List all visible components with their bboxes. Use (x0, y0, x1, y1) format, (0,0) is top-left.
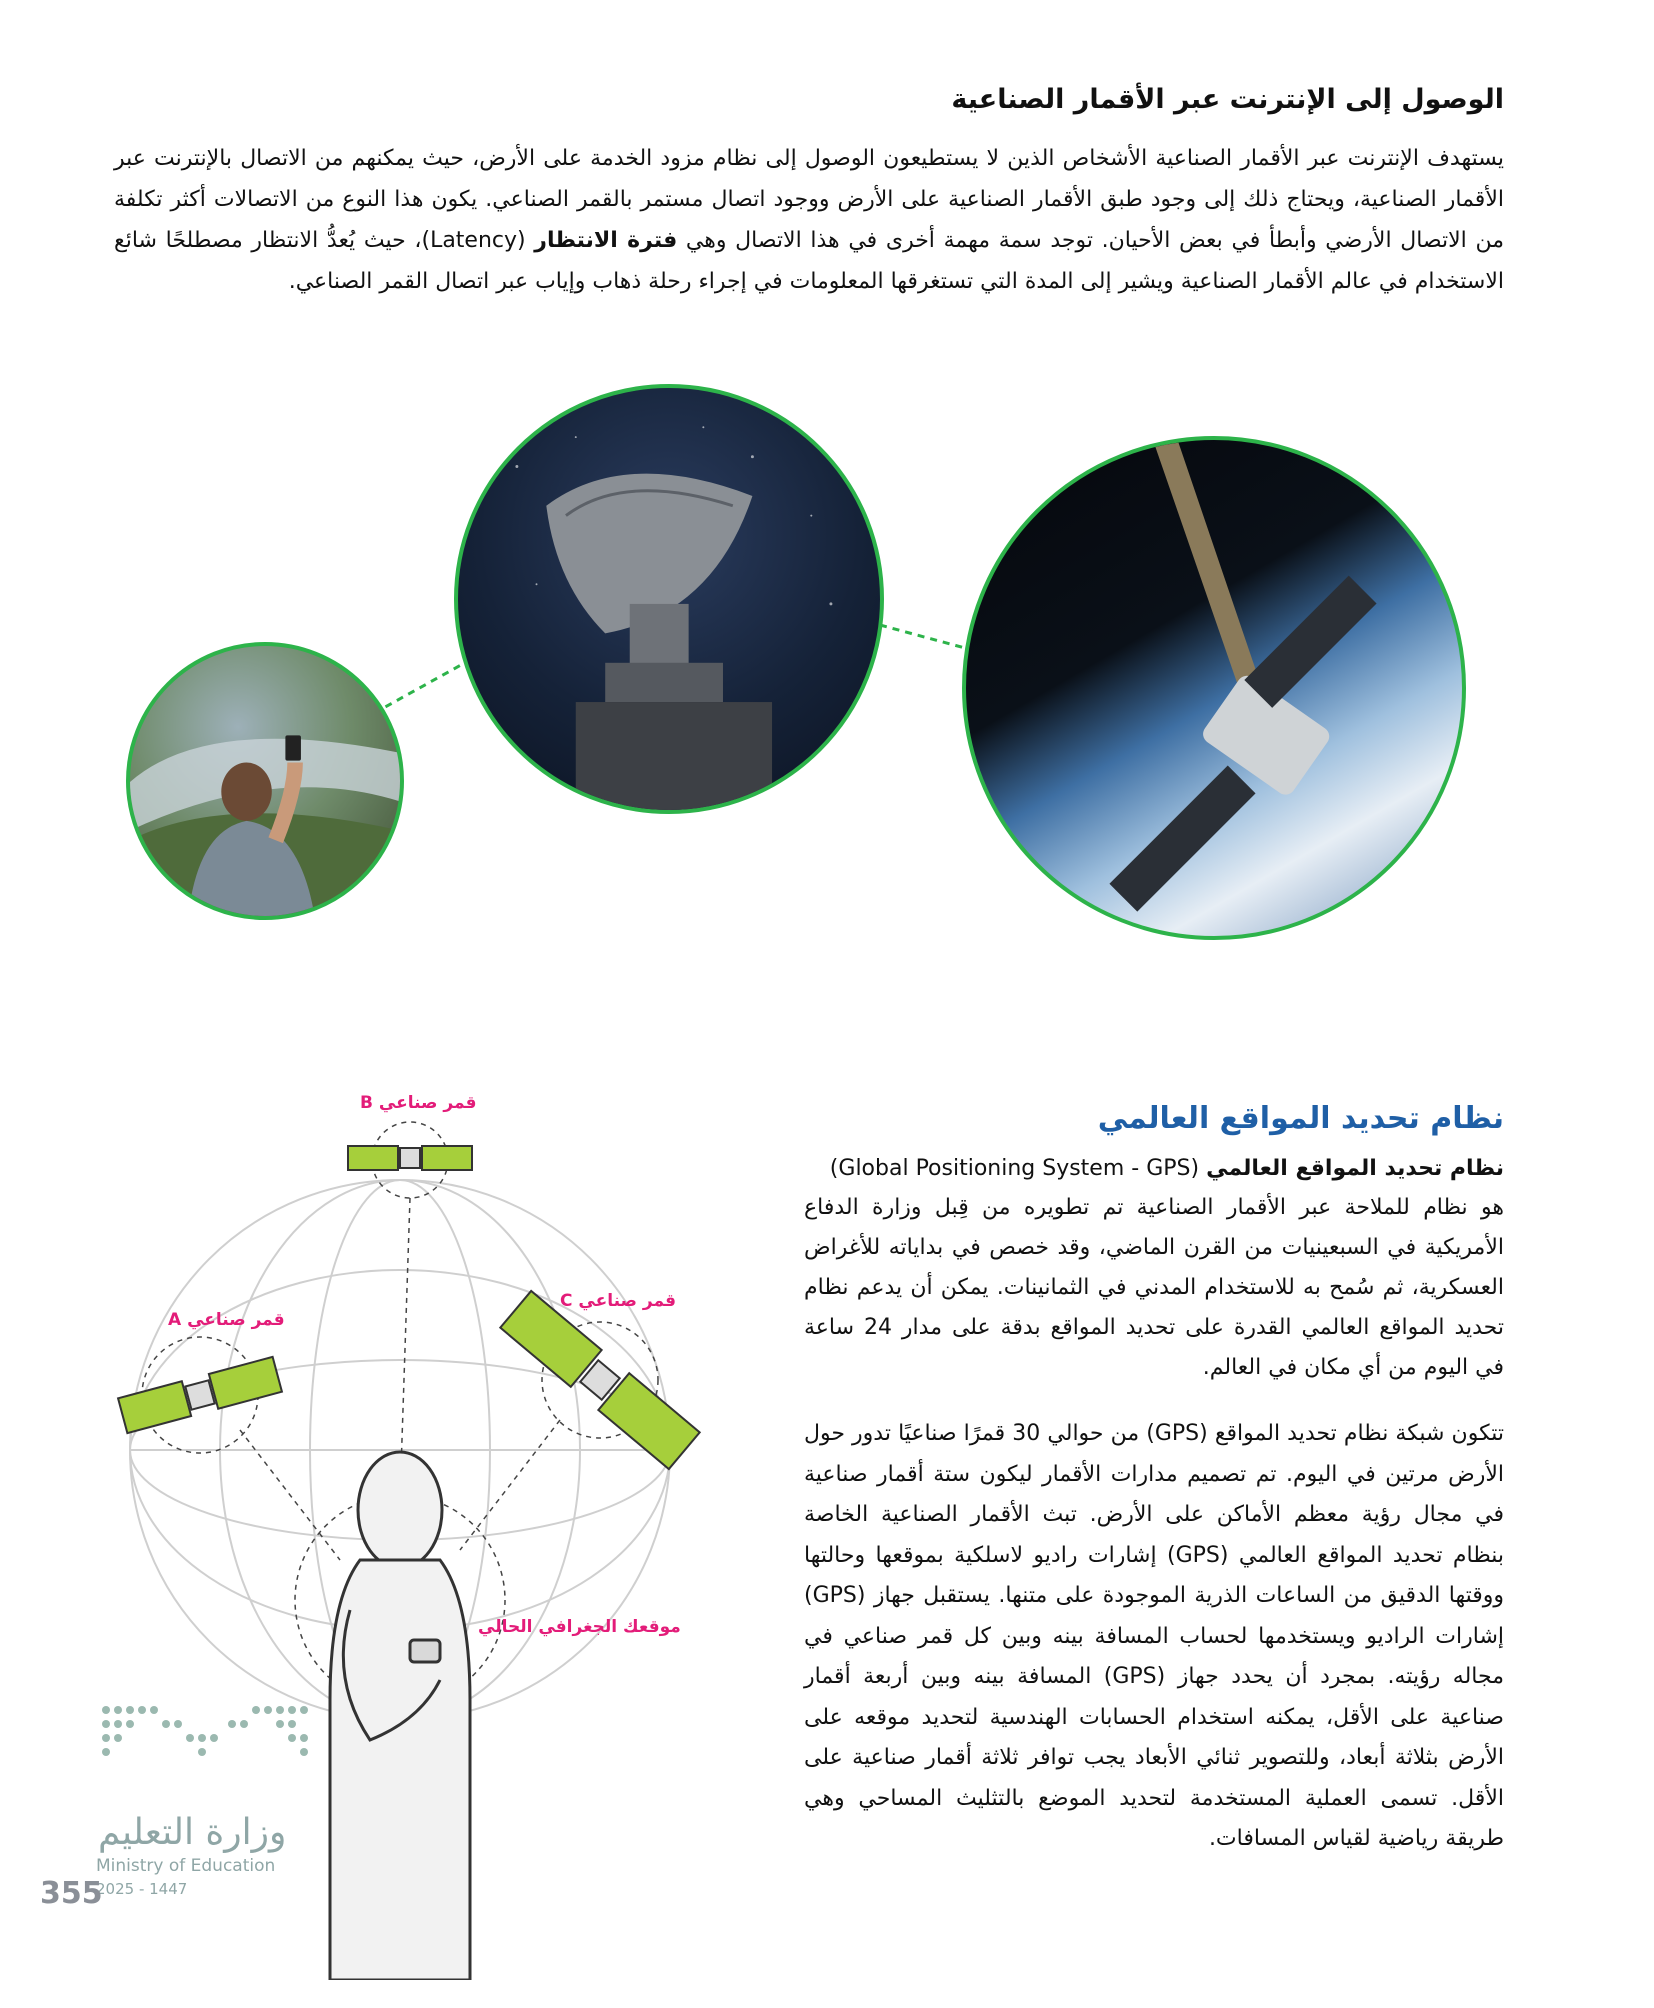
gps-english-term: (Global Positioning System - GPS) (829, 1156, 1200, 1181)
label-satellite-b: قمر صناعي B (360, 1093, 477, 1113)
satellite-b (348, 1146, 472, 1170)
page-number: 355 (40, 1876, 103, 1911)
label-current-location: موقعك الجغرافي الحالي (478, 1617, 681, 1637)
person-icon (130, 646, 400, 916)
phone-icon (285, 735, 301, 760)
para-text-2: (Latency)، حيث يُعدُّ الانتظار مصطلحًا شائع الاستخدام في عالم الأقمار الصناعية ويشير إلى المدة التي تستغرقها المعلومات في إجراء رحلة ذهاب وإياب عبر اتصال القمر الصناعي. (114, 228, 1504, 294)
section-heading-satellite-internet: الوصول إلى الإنترنت عبر الأقمار الصناعية (951, 84, 1504, 115)
section-heading-gps: نظام تحديد المواقع العالمي (1097, 1101, 1504, 1136)
gps-paragraph-1: هو نظام للملاحة عبر الأقمار الصناعية تم تطويره من قِبل وزارة الدفاع الأمريكية في السبعينيات من القرن الماضي، وقد خصص في بداياته للأغراض العسكرية، ثم سُمح به للاستخدام المدني في الثمانينات. يمكن أن يدعم نظام تحديد المواقع العالمي القدرة على تحديد المواقع بدقة على مدار 24 ساعة في اليوم من أي مكان في العالم. (804, 1195, 1504, 1380)
phone-icon (410, 1640, 440, 1662)
label-satellite-a: قمر صناعي A (168, 1310, 285, 1330)
hiker-with-phone-photo (126, 642, 404, 920)
ministry-name-arabic: وزارة التعليم (98, 1812, 287, 1853)
satellite-internet-paragraph (114, 138, 1504, 302)
satellite-c (500, 1291, 699, 1469)
label-satellite-c: قمر صناعي C (560, 1291, 676, 1311)
gps-term: نظام تحديد المواقع العالمي (1206, 1156, 1504, 1181)
ministry-name-english: Ministry of Education (96, 1856, 276, 1876)
ministry-year: 2025 - 1447 (96, 1880, 188, 1898)
person-figure (330, 1452, 470, 1980)
spacecraft-over-earth-photo (962, 436, 1466, 940)
satellite-dish-photo (454, 384, 884, 814)
latency-term: فترة الانتظار (534, 228, 678, 253)
satellite-icon (966, 440, 1462, 936)
gps-definition-title (804, 1150, 1504, 1188)
gps-paragraph-2: تتكون شبكة نظام تحديد المواقع (GPS) من حوالي 30 قمرًا صناعيًا تدور حول الأرض مرتين في اليوم. تم تصميم مدارات الأقمار ليكون ستة أقمار صناعية في مجال رؤية معظم الأماكن على الأرض. تبث الأقمار الصناعية الخاصة بنظام تحديد المواقع العالمي (GPS) إشارات راديو لاسلكية بموقعها وحالتها ووقتها الدقيق من الساعات الذرية الموجودة على متنها. يستقبل جهاز (GPS) إشارات الراديو ويستخدمها لحساب المسافة بينه وبين كل قمر صناعي في مجاله رؤيته. بمجرد أن يحدد جهاز (GPS) المسافة بينه وبين أربعة أقمار صناعية على الأقل، يمكنه استخدام الحسابات الهندسية لتحديد موقعه على الأرض بثلاثة أبعاد، وللتصوير ثنائي الأبعاد يجب توافر ثلاثة أقمار صناعية على الأقل. تسمى العملية المستخدمة لتحديد الموضع بالتثليث المساحي وهي طريقة رياضية لقياس المسافات. (804, 1421, 1505, 1851)
satellite-dish-icon (458, 388, 880, 810)
para-text-1: يستهدف الإنترنت عبر الأقمار الصناعية الأشخاص الذين لا يستطيعون الوصول إلى نظام مزود الخدمة على الأرض، حيث يمكنهم من الاتصال بالإنترنت عبر الأقمار الصناعية، ويحتاج ذلك إلى وجود طبق الأقمار الصناعية على الأرض ووجود اتصال مستمر بالقمر الصناعي. يكون هذا النوع من الاتصالات أكثر تكلفة من الاتصال الأرضي وأبطأ في بعض الأحيان. توجد سمة مهمة أخرى في هذا الاتصال وهي (114, 146, 1505, 253)
